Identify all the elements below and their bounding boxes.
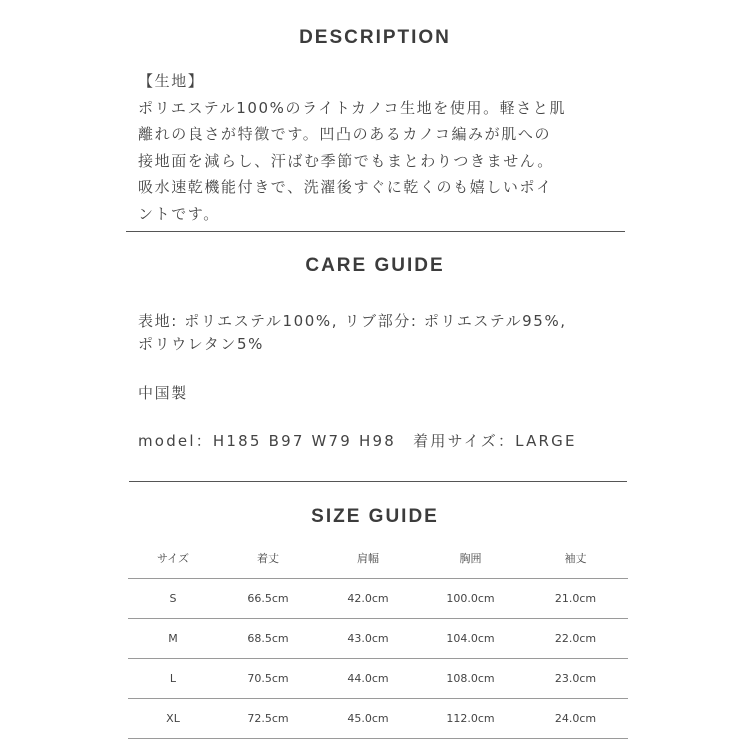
length-cell: 72.5cm bbox=[218, 699, 318, 739]
size-cell: S bbox=[128, 579, 218, 619]
table-row bbox=[128, 699, 628, 739]
description-heading: DESCRIPTION bbox=[299, 27, 451, 48]
care-guide-heading: CARE GUIDE bbox=[305, 255, 445, 276]
chest-cell: 100.0cm bbox=[418, 579, 523, 619]
description-text bbox=[138, 68, 628, 227]
chest-cell: 108.0cm bbox=[418, 659, 523, 699]
table-row bbox=[128, 659, 628, 699]
description-line: ポリエステル100%のライトカノコ生地を使用。軽さと肌 bbox=[138, 98, 567, 117]
description-line: 離れの良さが特徴です。凹凸のあるカノコ編みが肌への bbox=[138, 125, 552, 143]
length-cell: 70.5cm bbox=[218, 659, 318, 699]
model-info: model：H185 B97 W79 H98 着用サイズ：LARGE bbox=[138, 432, 577, 450]
sleeve-cell: 21.0cm bbox=[523, 579, 628, 619]
size-table-header-row bbox=[128, 538, 628, 579]
shoulder-cell: 42.0cm bbox=[318, 579, 418, 619]
shoulder-cell: 43.0cm bbox=[318, 619, 418, 659]
table-row bbox=[128, 619, 628, 659]
shoulder-cell: 45.0cm bbox=[318, 699, 418, 739]
description-line: 【生地】 bbox=[138, 72, 205, 90]
table-row bbox=[128, 579, 628, 619]
sleeve-cell: 24.0cm bbox=[523, 699, 628, 739]
header-sleeve: 袖丈 bbox=[564, 552, 587, 565]
section-divider bbox=[126, 231, 625, 232]
country-of-origin: 中国製 bbox=[138, 384, 188, 402]
length-cell: 66.5cm bbox=[218, 579, 318, 619]
description-line: 吸水速乾機能付きで、洗濯後すぐに乾くのも嬉しいポイ bbox=[138, 178, 553, 196]
chest-cell: 104.0cm bbox=[418, 619, 523, 659]
shoulder-cell: 44.0cm bbox=[318, 659, 418, 699]
chest-cell: 112.0cm bbox=[418, 699, 523, 739]
material-line: 表地: ポリエステル100%, リブ部分: ポリエステル95%, bbox=[138, 312, 567, 330]
header-length: 着丈 bbox=[257, 552, 279, 565]
size-cell: XL bbox=[128, 699, 218, 739]
length-cell: 68.5cm bbox=[218, 619, 318, 659]
header-chest: 胸囲 bbox=[459, 552, 482, 565]
description-line: ントです。 bbox=[138, 204, 220, 223]
sleeve-cell: 22.0cm bbox=[523, 619, 628, 659]
header-shoulder: 肩幅 bbox=[357, 552, 379, 565]
size-cell: L bbox=[128, 659, 218, 699]
header-size: サイズ bbox=[156, 552, 190, 565]
size-guide-heading: SIZE GUIDE bbox=[311, 506, 439, 527]
size-table bbox=[128, 538, 628, 739]
material-line: ポリウレタン5% bbox=[138, 335, 264, 353]
size-cell: M bbox=[128, 619, 218, 659]
sleeve-cell: 23.0cm bbox=[523, 659, 628, 699]
section-divider bbox=[129, 481, 627, 482]
description-line: 接地面を減らし、汗ばむ季節でもまとわりつきません。 bbox=[138, 151, 554, 170]
